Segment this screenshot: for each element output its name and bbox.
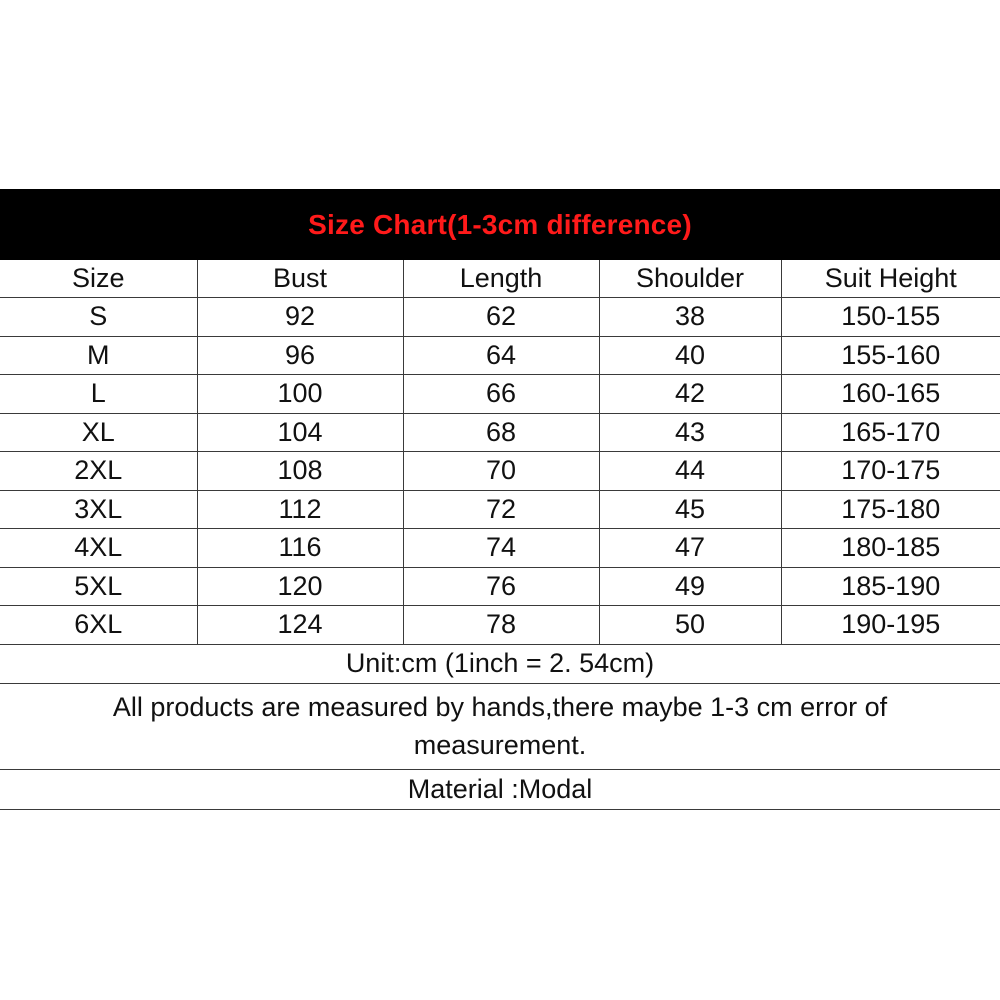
measurement-cell: 100	[197, 375, 403, 414]
table-row	[0, 413, 1000, 452]
table-row	[0, 375, 1000, 414]
measurement-cell: 66	[403, 375, 599, 414]
table-row	[0, 336, 1000, 375]
measurement-cell: 180-185	[781, 529, 1000, 568]
measurement-cell: 72	[403, 490, 599, 529]
size-label-cell: 3XL	[0, 490, 197, 529]
unit-note	[0, 645, 1000, 684]
table-row	[0, 606, 1000, 645]
table-row	[0, 490, 1000, 529]
size-label-cell: 2XL	[0, 452, 197, 491]
size-label-cell: 4XL	[0, 529, 197, 568]
header-cell: Size	[0, 260, 197, 298]
measurement-cell: 70	[403, 452, 599, 491]
measurement-cell: 190-195	[781, 606, 1000, 645]
measurement-cell: 45	[599, 490, 781, 529]
size-table-body	[0, 260, 1000, 644]
header-cell: Suit Height	[781, 260, 1000, 298]
measurement-cell: 112	[197, 490, 403, 529]
measurement-cell: 64	[403, 336, 599, 375]
measurement-cell: 62	[403, 298, 599, 337]
measurement-cell: 40	[599, 336, 781, 375]
measurement-cell: 50	[599, 606, 781, 645]
measurement-cell: 43	[599, 413, 781, 452]
size-table	[0, 260, 1000, 645]
size-label-cell: L	[0, 375, 197, 414]
table-row	[0, 567, 1000, 606]
measurement-cell: 108	[197, 452, 403, 491]
material-note	[0, 770, 1000, 810]
measurement-cell: 74	[403, 529, 599, 568]
measurement-cell: 165-170	[781, 413, 1000, 452]
measurement-cell: 38	[599, 298, 781, 337]
disclaimer-text: All products are measured by hands,there maybe 1-3 cm error of measurement.	[112, 692, 888, 760]
size-label-cell: S	[0, 298, 197, 337]
size-label-cell: 6XL	[0, 606, 197, 645]
size-label-cell: M	[0, 336, 197, 375]
measurement-cell: 49	[599, 567, 781, 606]
measurement-cell: 44	[599, 452, 781, 491]
header-row	[0, 260, 1000, 298]
measurement-cell: 104	[197, 413, 403, 452]
table-row	[0, 529, 1000, 568]
size-label-cell: 5XL	[0, 567, 197, 606]
unit-note-text: Unit:cm (1inch = 2. 54cm)	[345, 648, 655, 678]
table-row	[0, 298, 1000, 337]
size-label-cell: XL	[0, 413, 197, 452]
table-row	[0, 452, 1000, 491]
header-cell: Length	[403, 260, 599, 298]
measurement-cell: 170-175	[781, 452, 1000, 491]
measurement-cell: 42	[599, 375, 781, 414]
measurement-cell: 116	[197, 529, 403, 568]
material-text: Material :Modal	[407, 773, 593, 804]
measurement-cell: 160-165	[781, 375, 1000, 414]
measurement-disclaimer	[0, 684, 1000, 770]
size-chart	[0, 189, 1000, 810]
title-bar	[0, 189, 1000, 260]
measurement-cell: 76	[403, 567, 599, 606]
measurement-cell: 47	[599, 529, 781, 568]
measurement-cell: 150-155	[781, 298, 1000, 337]
measurement-cell: 120	[197, 567, 403, 606]
measurement-cell: 175-180	[781, 490, 1000, 529]
measurement-cell: 68	[403, 413, 599, 452]
measurement-cell: 96	[197, 336, 403, 375]
measurement-cell: 155-160	[781, 336, 1000, 375]
measurement-cell: 185-190	[781, 567, 1000, 606]
measurement-cell: 78	[403, 606, 599, 645]
size-chart-title: Size Chart(1-3cm difference)	[308, 208, 692, 240]
header-cell: Shoulder	[599, 260, 781, 298]
measurement-cell: 92	[197, 298, 403, 337]
measurement-cell: 124	[197, 606, 403, 645]
header-cell: Bust	[197, 260, 403, 298]
